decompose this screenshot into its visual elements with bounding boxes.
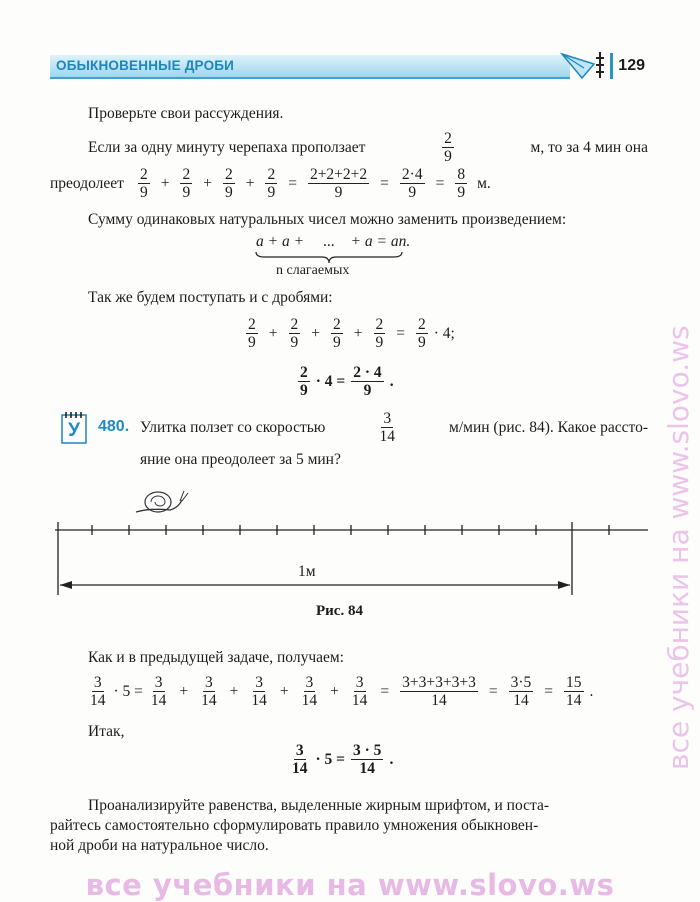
final-line-2: райтесь самостоятельно сформулировать правило умножения обыкновен- [50, 817, 539, 834]
figure-label: 1м [298, 563, 316, 580]
para1-start: Если за одну минуту черепаха проползает [88, 138, 366, 156]
final-line-1: Проанализируйте равенства, выделенные жирным шрифтом, и поста- [88, 797, 549, 814]
equation-bold-1: $\frac{2}{9}$ · 4 = $\frac{2 \cdot 4}{9}$ . [300, 364, 394, 399]
equation-fraction-sum: $\frac{2}{9}$ + $\frac{2}{9}$ + $\frac{2}{9}$ + $\frac{2}{9}$ = $\frac{2}{9}$ · 4; [248, 316, 455, 351]
unit: м. [477, 174, 491, 192]
watermark-horizontal: все учебники на www.slovo.ws [85, 868, 615, 902]
fraction: $\frac{2}{9}$ [139, 166, 148, 201]
final-line-3: ной дроби на натуральное число. [50, 837, 269, 854]
task-icon-letter: У [68, 420, 80, 441]
svg-text:все учебники на www.slovo.ws: все учебники на www.slovo.ws [662, 325, 695, 770]
task-number: 480. [98, 418, 130, 435]
paragraph-turtle [88, 130, 648, 165]
para1b-start: преодолеет [50, 174, 124, 192]
paragraph-fractions: Так же будем поступать и с дробями: [88, 289, 333, 306]
para1-end: м, то за 4 мин она [530, 138, 648, 156]
task-line-2: яние она преодолеет за 5 мин? [140, 451, 341, 468]
task-line-1: Улитка ползет со скоростью $\frac{3}{14}$ м/мин (рис. 84). Какое рассто- [140, 410, 648, 445]
page-number: 129 [610, 53, 645, 79]
product-fraction: $\frac{2\cdot 4}{9}$ [401, 166, 423, 201]
brace-label: n слагаемых [276, 263, 350, 278]
sum-fraction: $\frac{2+2+2+2}{9}$ [309, 166, 368, 201]
number-line-figure [0, 480, 700, 600]
equation-snail: $\frac{3}{14}$ · 5 = $\frac{3}{14}$ + $\frac{3}{14}$ + $\frac{3}{14}$ + $\frac{3}{14}$ + $\frac{3}{14}$ = $\frac{3+3+3+3+3}{14}$ = $\frac{3\cdot 5}{14}$ = $\frac{15}{14}$ . [90, 674, 594, 709]
snail-icon [136, 491, 188, 512]
section-title: ОБЫКНОВЕННЫЕ ДРОБИ [56, 58, 235, 73]
fraction: $\frac{2}{9}$ [224, 166, 233, 201]
page-header [50, 50, 646, 83]
result-fraction: $\frac{8}{9}$ [457, 166, 466, 201]
brace-expression: a + a + ... + a = an. [256, 233, 411, 250]
paper-plane-icon [560, 50, 610, 80]
fraction: $\frac{2}{9}$ [182, 166, 191, 201]
fraction: $\frac{2}{9}$ [267, 166, 276, 201]
intro-text: Проверьте свои рассуждения. [88, 105, 284, 122]
equation-bold-2: $\frac{3}{14}$ · 5 = $\frac{3 \cdot 5}{14}$ . [292, 742, 394, 777]
paragraph-sum: Сумму одинаковых натуральных чисел можно заменить произведением: [88, 211, 567, 228]
equation-turtle: преодолеет $\frac{2}{9}$ + $\frac{2}{9}$ + $\frac{2}{9}$ + $\frac{2}{9}$ = $\frac{2+2+2+2}{9}$ = $\frac{2\cdot 4}{9}$ = $\frac{8}{9}$ м. [50, 166, 491, 201]
figure-caption: Рис. 84 [316, 603, 363, 619]
paragraph-similar: Как и в предыдущей задаче, получаем: [88, 649, 344, 666]
fraction-2-9: $\frac{2}{9}$ [444, 130, 452, 165]
watermark-vertical [658, 100, 698, 780]
itak-text: Итак, [88, 723, 125, 740]
